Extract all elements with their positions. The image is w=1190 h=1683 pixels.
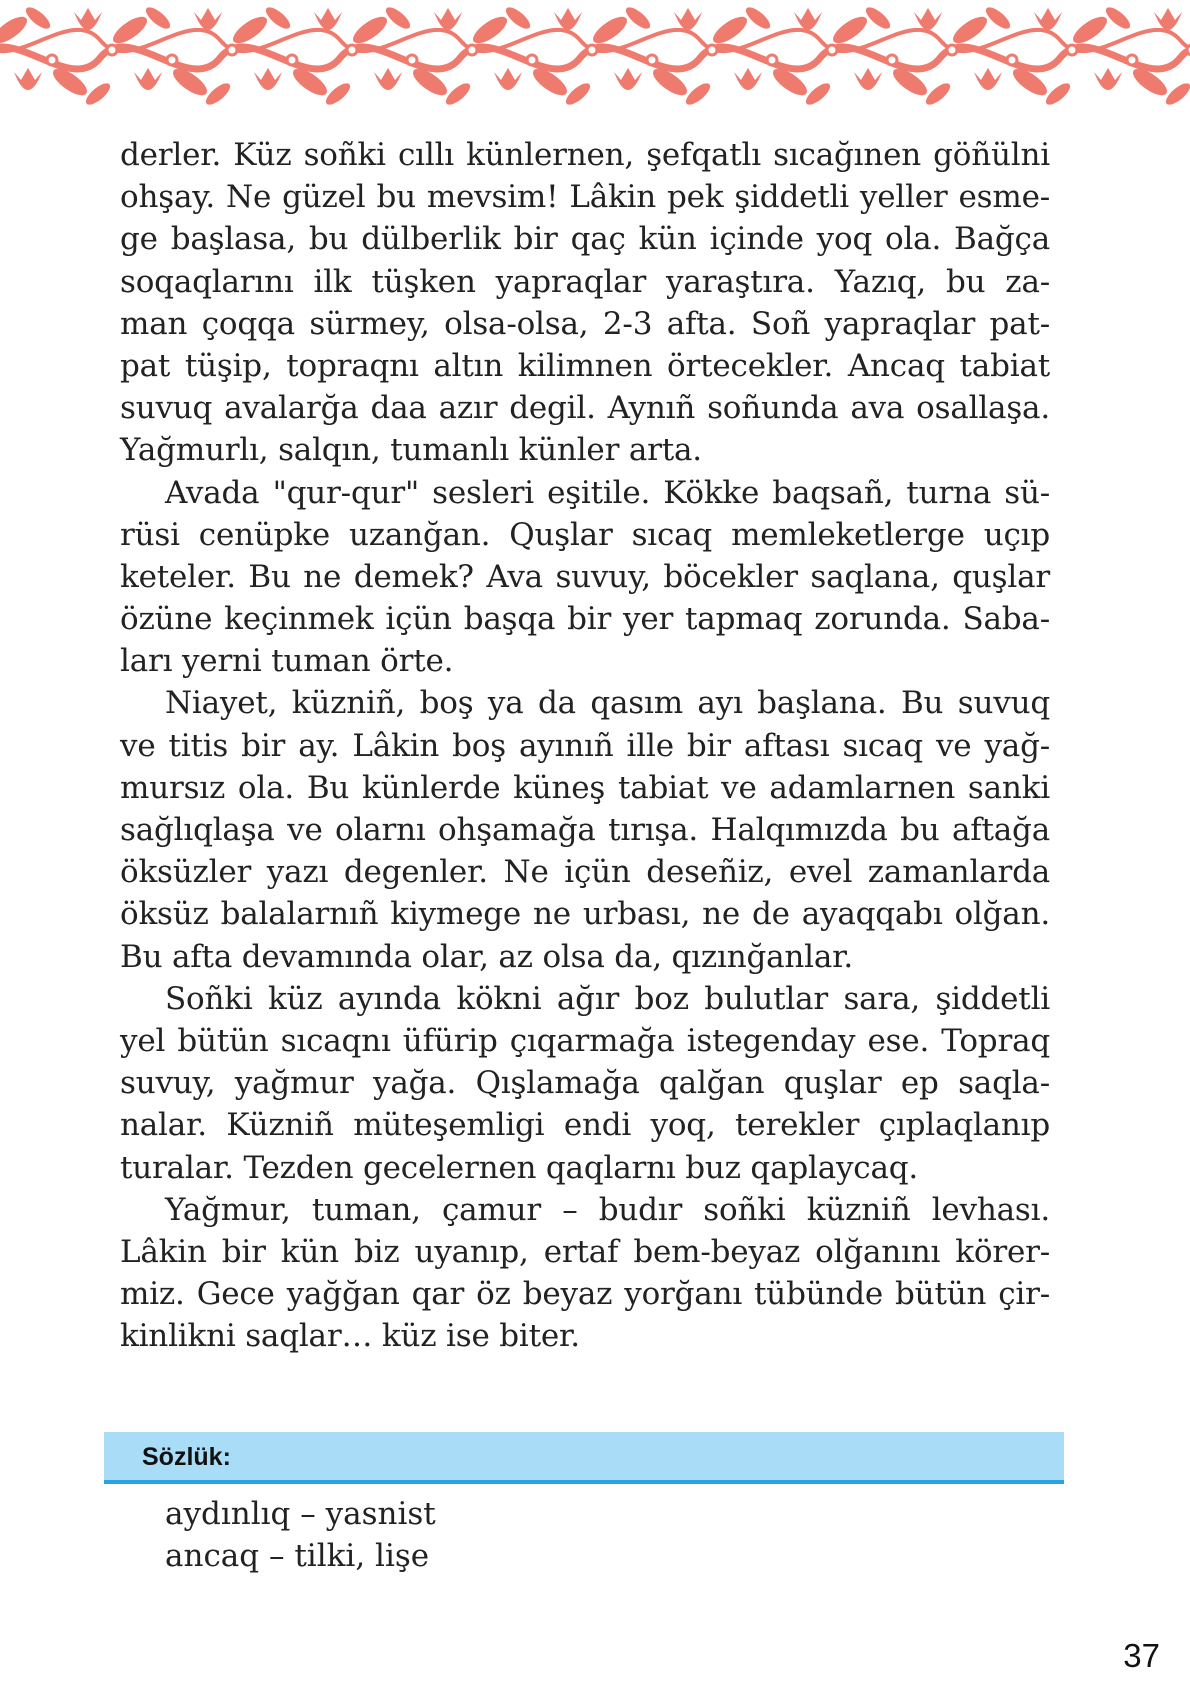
text-line: Yağmur, tuman, çamur – budır soñki küzniñ levhası. [165,1191,1050,1228]
text-line: ohşay. Ne güzel bu mevsim! Lâkin pek şiddetli yeller esme- [120,179,1050,216]
text-line: suvuy, yağmur yağa. Qışlamağa qalğan quşlar ep saqla- [120,1065,1050,1102]
text-line: turalar. Tezden gecelernen qaqlarnı buz qaplaycaq. [120,1149,919,1186]
text-line: man çoqqa sürmey, olsa-olsa, 2-3 afta. Soñ yapraqlar pat- [120,305,1050,342]
text-line: yel bütün sıcaqnı üfürip çıqarmağa istegenday ese. Topraq [120,1022,1050,1059]
text-line: mursız ola. Bu künlerde küneş tabiat ve adamlarnen sanki [120,769,1050,806]
text-line: derler. Küz soñki cıllı künlernen, şefqatlı sıcağınen göñülni [120,137,1050,173]
glossary-title: Sözlük: [142,1443,231,1471]
text-line: miz. Gece yağğan qar öz beyaz yorğanı tübünde bütün çir- [120,1276,1050,1313]
floral-ornament-border [0,0,1190,110]
text-line: ları yerni tuman örte. [120,643,454,680]
text-line: özüne keçinmek içün başqa bir yer tapmaq zorunda. Saba- [120,601,1050,638]
glossary-list [165,1493,436,1577]
text-line: ge başlasa, bu dülberlik bir qaç kün içinde yoq ola. Bağça [120,221,1050,258]
glossary-entry: ancaq – tilki, lişe [165,1538,430,1574]
text-line: Yağmurlı, salqın, tumanlı künler arta. [120,432,702,469]
text-line: suvuq avalarğa daa azır degil. Aynıñ soñunda ava osallaşa. [120,390,1050,427]
page-number: 37 [1123,1637,1160,1674]
main-text [120,134,1050,1357]
text-line: kinlikni saqlar… küz ise biter. [120,1318,580,1355]
glossary-entry: aydınlıq – yasnist [165,1496,436,1532]
glossary-header-bar [104,1432,1064,1484]
text-line: Lâkin bir kün biz uyanıp, ertaf bem-beyaz olğanını körer- [120,1233,1050,1270]
text-line: pat tüşip, topraqnı altın kilimnen örtecekler. Ancaq tabiat [120,347,1050,384]
text-line: rüsi cenüpke uzanğan. Quşlar sıcaq memleketlerge uçıp [120,516,1050,553]
text-line: ve titis bir ay. Lâkin boş ayınıñ ille bir aftası sıcaq ve yağ- [120,727,1050,764]
text-line: Avada "qur-qur" sesleri eşitile. Kökke baqsañ, turna sü- [165,474,1050,511]
text-line: sağlıqlaşa ve olarnı ohşamağa tırışa. Halqımızda bu aftağa [120,812,1050,848]
text-line: Bu afta devamında olar, az olsa da, qızınğanlar. [120,938,854,975]
text-line: Niayet, küzniñ, boş ya da qasım ayı başlana. Bu suvuq [165,685,1050,722]
text-line: nalar. Küzniñ müteşemligi endi yoq, terekler çıplaqlanıp [120,1107,1050,1144]
text-line: keteler. Bu ne demek? Ava suvuy, böcekler saqlana, quşlar [120,558,1050,595]
text-line: soqaqlarını ilk tüşken yapraqlar yaraştıra. Yazıq, bu za- [120,263,1050,300]
text-line: öksüz balalarnıñ kiymege ne urbası, ne de ayaqqabı olğan. [120,896,1050,933]
text-line: Soñki küz ayında kökni ağır boz bulutlar sara, şiddetli [165,980,1050,1017]
text-line: öksüzler yazı degenler. Ne içün deseñiz, evel zamanlarda [120,854,1050,891]
